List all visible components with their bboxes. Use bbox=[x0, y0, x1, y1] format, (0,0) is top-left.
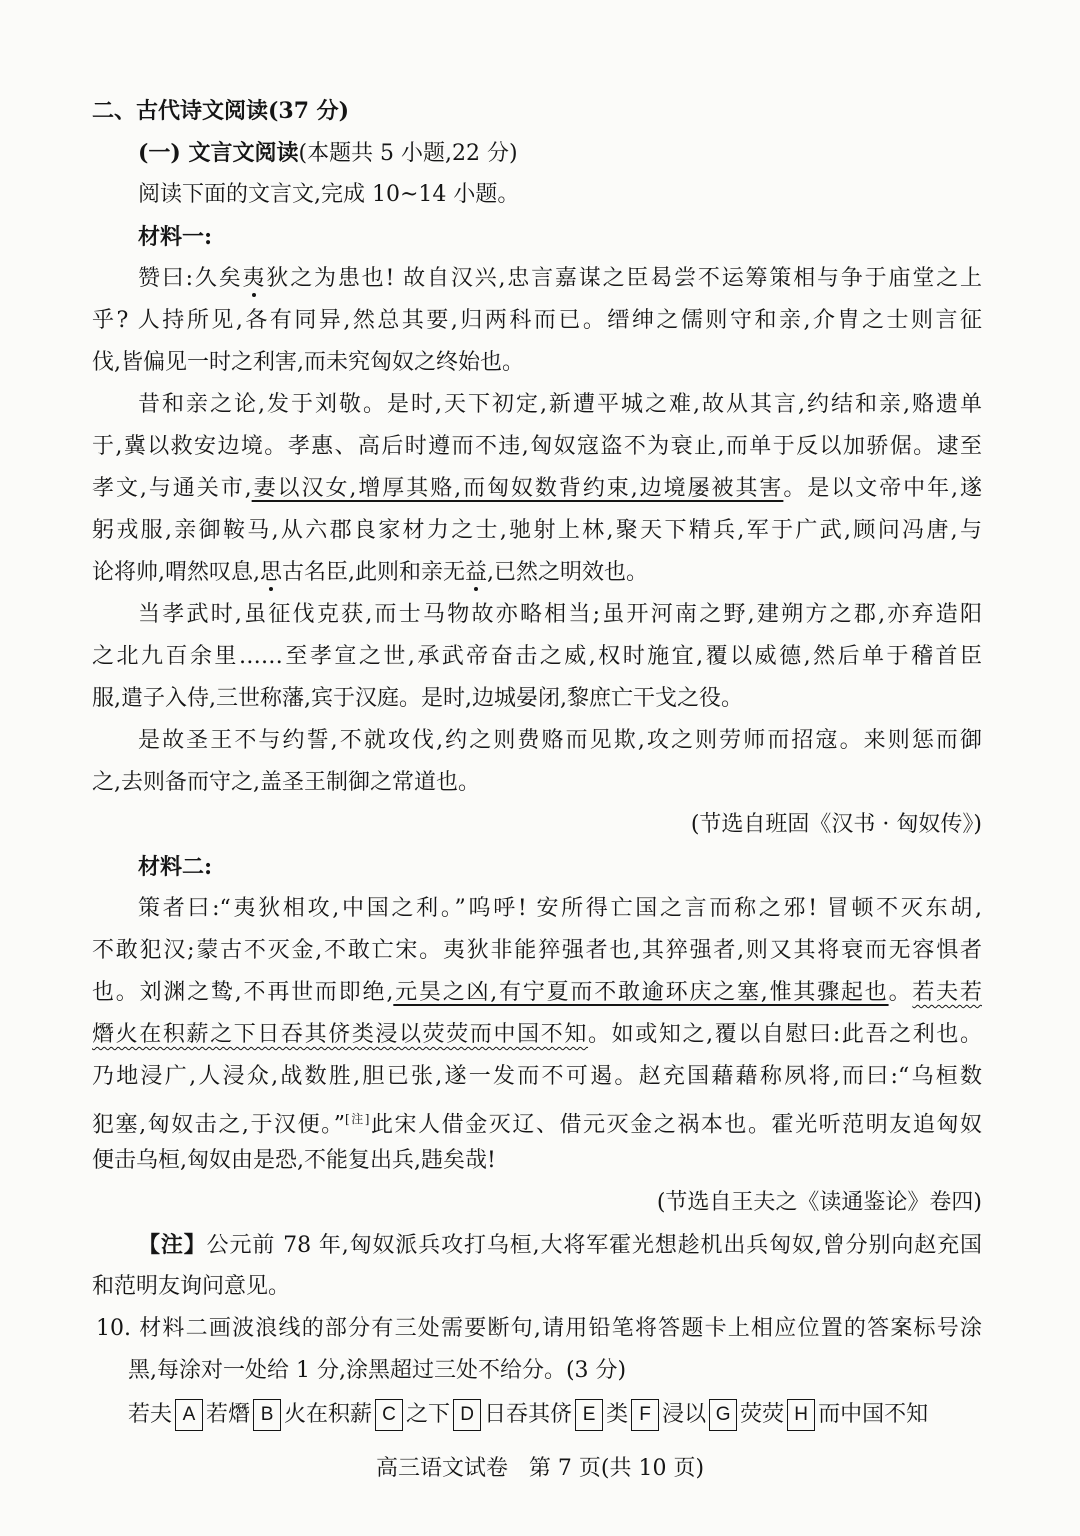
subsection-detail: (本题共 5 小题,22 分) bbox=[298, 141, 518, 166]
m1-p1-l2: 乎? 人持所见,各有同异,然总其要,归两科而已。缙绅之儒则守和亲,介胄之士则言征 bbox=[92, 308, 982, 333]
note-l2: 和范明友询问意见。 bbox=[92, 1274, 291, 1299]
m1-p4-l2: 之,去则备而守之,盖圣王制御之常道也。 bbox=[92, 770, 480, 795]
page-footer: 高三语文试卷 第 7 页(共 10 页) bbox=[375, 1456, 705, 1481]
m1-p3-l3: 服,遣子入侍,三世称藩,宾于汉庭。是时,边城晏闭,黎庶亡干戈之役。 bbox=[92, 686, 743, 711]
option-box-d[interactable]: D bbox=[453, 1399, 481, 1431]
m2-p1-l3: 也。刘渊之鸷,不再世而即绝,元昊之凶,有宁夏而不敢逾环庆之塞,惟其骤起也。若夫若 bbox=[92, 980, 982, 1005]
m1-p2-l1: 昔和亲之论,发于刘敬。是时,天下初定,新遭平城之难,故从其言,约结和亲,赂遗单 bbox=[138, 392, 982, 417]
answer-options-row bbox=[128, 1398, 968, 1432]
note-l1: 【注】公元前 78 年,匈奴派兵攻打乌桓,大将军霍光想趁机出兵匈奴,曾分别向赵充国 bbox=[138, 1232, 982, 1258]
m1-p3-l2: 之北九百余里……至孝宣之世,承武帝奋击之威,权时施宜,覆以威德,然后单于稽首臣 bbox=[92, 644, 982, 669]
segment: 日吞其侪 bbox=[484, 1402, 573, 1427]
option-box-e[interactable]: E bbox=[575, 1399, 603, 1431]
m1-p2-l4: 躬戎服,亲御鞍马,从六郡良家材力之士,驰射上林,聚天下精兵,军于广武,顾问冯唐,与 bbox=[92, 518, 982, 543]
material1-label: 材料一: bbox=[138, 224, 213, 250]
note-label: 【注】 bbox=[138, 1232, 207, 1258]
m1-p4-l1: 是故圣王不与约誓,不就攻伐,约之则费赂而见欺,攻之则劳师而招寇。来则惩而御 bbox=[138, 728, 982, 753]
subsection-title bbox=[138, 136, 1028, 171]
segment: 若夫 bbox=[128, 1402, 173, 1427]
option-box-c[interactable]: C bbox=[375, 1399, 403, 1431]
segment: 荧荧 bbox=[740, 1402, 785, 1427]
m1-p1-l3: 伐,皆偏见一时之利害,而未究匈奴之终始也。 bbox=[92, 350, 524, 375]
m2-p1-l2: 不敢犯汉;蒙古不灭金,不敢亡宋。夷狄非能猝强者也,其猝强者,则又其将衰而无容惧者 bbox=[92, 938, 982, 963]
option-box-b[interactable]: B bbox=[253, 1399, 281, 1431]
emphasis-dot-char: 益 bbox=[465, 560, 488, 585]
instruction: 阅读下面的文言文,完成 10~14 小题。 bbox=[138, 182, 520, 207]
m2-p1-l4: 熸火在积薪之下日吞其侪类浸以荧荧而中国不知。如或知之,覆以自慰曰:此吾之利也。 bbox=[92, 1022, 982, 1047]
subsection-label: (一) 文言文阅读 bbox=[138, 140, 299, 166]
m2-p1-l1: 策者曰:“夷狄相攻,中国之利。”呜呼! 安所得亡国之言而称之邪! 冒顿不灭东胡, bbox=[138, 896, 982, 921]
section-title: 二、古代诗文阅读(37 分) bbox=[92, 98, 350, 124]
m2-p1-l6: 犯塞,匈奴击之,于汉便。”[注]此宋人借金灭辽、借元灭金之祸本也。霍光听范明友追匈奴 bbox=[92, 1112, 982, 1138]
segment: 若熸 bbox=[206, 1402, 251, 1427]
emphasis-dot-char: 夷 bbox=[242, 266, 267, 291]
option-box-a[interactable]: A bbox=[175, 1399, 203, 1431]
segment: 而中国不知 bbox=[818, 1402, 929, 1427]
m1-p2-l3: 孝文,与通关市,妻以汉女,增厚其赂,而匈奴数背约束,边境屡被其害。是以文帝中年,遂 bbox=[92, 476, 982, 501]
option-box-f[interactable]: F bbox=[631, 1399, 659, 1431]
m1-p2-l5: 论将帅,喟然叹息,思古名臣,此则和亲无益,已然之明效也。 bbox=[92, 560, 649, 585]
segment: 火在积薪 bbox=[284, 1402, 373, 1427]
underlined-sentence: 元昊之凶,有宁夏而不敢逾环庆之塞,惟其骤起也 bbox=[393, 980, 889, 1005]
m2-p1-l7: 便击乌桓,匈奴由是恐,不能复出兵,韪矣哉! bbox=[92, 1148, 496, 1173]
note-marker: [注] bbox=[344, 1112, 370, 1126]
segment: 类 bbox=[606, 1402, 629, 1427]
m1-p1-l1: 赞曰:久矣夷狄之为患也! 故自汉兴,忠言嘉谋之臣曷尝不运筹策相与争于庙堂之上 bbox=[138, 266, 982, 291]
option-box-g[interactable]: G bbox=[709, 1399, 737, 1431]
underlined-sentence: 妻以汉女,增厚其赂,而匈奴数背约束,边境屡被其害 bbox=[251, 476, 784, 501]
option-box-h[interactable]: H bbox=[787, 1399, 815, 1431]
segment: 浸以 bbox=[662, 1402, 707, 1427]
question10-l2: 黑,每涂对一处给 1 分,涂黑超过三处不给分。(3 分) bbox=[128, 1358, 627, 1383]
material2-label: 材料二: bbox=[138, 854, 213, 880]
segment: 之下 bbox=[406, 1402, 451, 1427]
m1-p2-l2: 于,冀以救安边境。孝惠、高后时遵而不违,匈奴寇盗不为衰止,而单于反以加骄倨。逮至 bbox=[92, 434, 982, 459]
emphasis-dot-char: 思 bbox=[260, 560, 283, 585]
material2-source: (节选自王夫之《读通鉴论》卷四) bbox=[656, 1190, 982, 1215]
m1-p3-l1: 当孝武时,虽征伐克获,而士马物故亦略相当;虽开河南之野,建朔方之郡,亦弃造阳 bbox=[138, 602, 982, 627]
m2-p1-l5: 乃地浸广,人浸众,战数胜,胆已张,遂一发而不可遏。赵充国藉藉称夙将,而曰:“乌桓数 bbox=[92, 1064, 982, 1089]
wavy-underlined-text: 若夫若 bbox=[912, 980, 982, 1005]
material1-source: (节选自班固《汉书 · 匈奴传》) bbox=[690, 812, 982, 837]
question10-l1: 10. 材料二画波浪线的部分有三处需要断句,请用铅笔将答题卡上相应位置的答案标号涂 bbox=[96, 1316, 982, 1341]
wavy-underlined-text: 熸火在积薪之下日吞其侪类浸以荧荧而中国不知 bbox=[92, 1022, 589, 1047]
